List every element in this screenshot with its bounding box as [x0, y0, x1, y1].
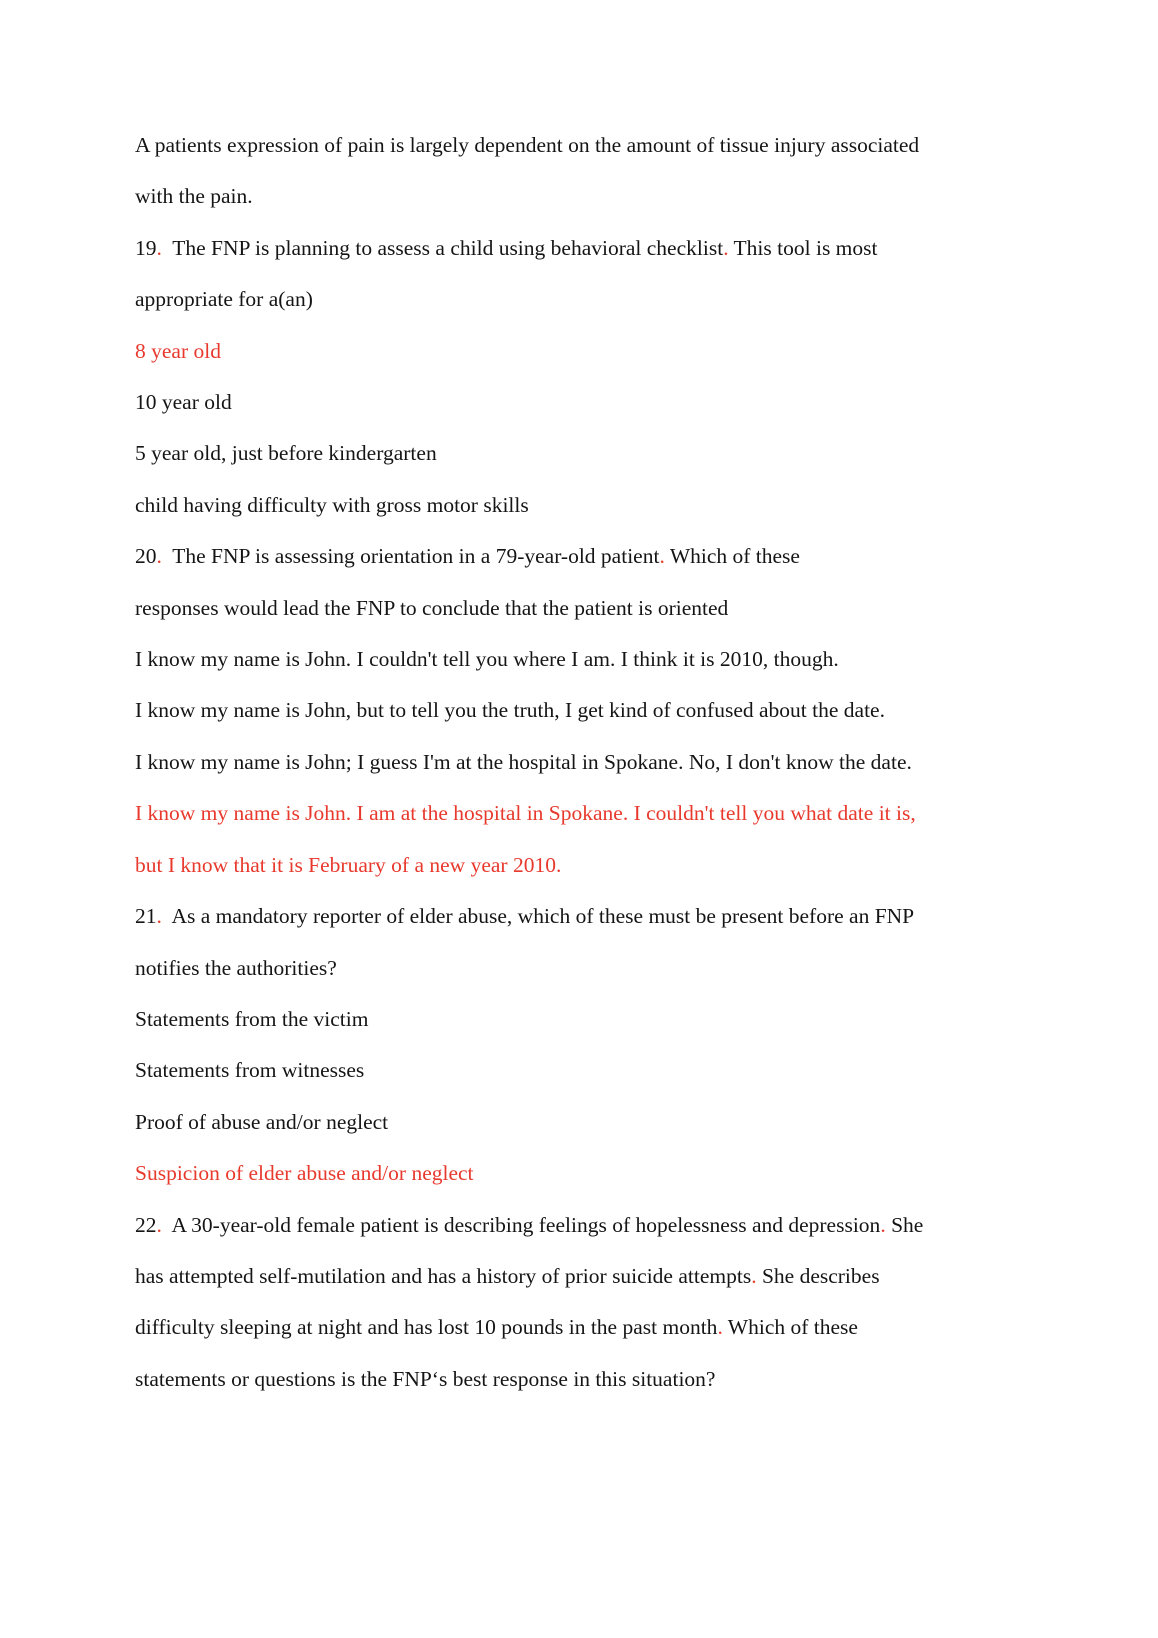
highlighted-text-run: .: [880, 1212, 886, 1237]
text-run: 19: [135, 235, 157, 260]
text-run: 22: [135, 1212, 157, 1237]
document-line: [135, 685, 1040, 736]
text-run: has attempted self-mutilation and has a history of prior suicide attempts: [135, 1263, 752, 1288]
highlighted-text-run: I know my name is John. I am at the hospital in Spokane. I couldn't tell you what date it is,: [135, 801, 916, 826]
text-run: A 30-year-old female patient is describing feelings of hopelessness and depression: [161, 1212, 881, 1237]
document-line: [135, 583, 1040, 634]
text-run: Which of these: [664, 544, 800, 569]
text-run: 21: [135, 904, 157, 929]
text-run: She describes: [756, 1263, 880, 1288]
text-run: 20: [135, 544, 157, 569]
text-run: This tool is most: [728, 235, 878, 260]
document-line: [135, 737, 1040, 788]
text-run: notifies the authorities?: [135, 955, 337, 980]
highlighted-text-run: .: [717, 1315, 723, 1340]
text-run: The FNP is assessing orientation in a 79-year-old patient: [161, 544, 660, 569]
highlighted-text-run: .: [751, 1263, 757, 1288]
document-line: [135, 1097, 1040, 1148]
document-line: [135, 274, 1040, 325]
text-run: appropriate for a(an): [135, 287, 313, 312]
highlighted-text-run: but I know that it is February of a new year 2010.: [135, 852, 562, 877]
text-run: The FNP is planning to assess a child using behavioral checklist: [161, 235, 724, 260]
text-run: Proof of abuse and/or neglect: [135, 1109, 389, 1134]
text-run: statements or questions is the FNP‘s best response in this situation?: [135, 1366, 716, 1391]
text-run: Which of these: [722, 1315, 858, 1340]
text-run: difficulty sleeping at night and has lost 10 pounds in the past month: [135, 1315, 718, 1340]
document-line: [135, 1251, 1040, 1302]
text-run: responses would lead the FNP to conclude that the patient is oriented: [135, 595, 729, 620]
highlighted-text-run: .: [659, 544, 665, 569]
document-line: [135, 994, 1040, 1045]
text-run: child having difficulty with gross motor skills: [135, 492, 529, 517]
document-line: [135, 840, 1040, 891]
text-run: Statements from the victim: [135, 1006, 369, 1031]
document-line: [135, 788, 1040, 839]
text-run: with the pain.: [135, 184, 253, 209]
document-line: [135, 1354, 1040, 1405]
text-run: A patients expression of pain is largely dependent on the amount of tissue injury associated: [135, 133, 920, 157]
highlighted-text-run: .: [723, 235, 729, 260]
text-run: 5 year old, just before kindergarten: [135, 441, 437, 466]
document-line: [135, 326, 1040, 377]
document-line: [135, 1045, 1040, 1096]
document-line: [135, 1148, 1040, 1199]
document-line: [135, 1302, 1040, 1353]
document-line: [135, 943, 1040, 994]
highlighted-text-run: 8 year old: [135, 338, 221, 363]
highlighted-text-run: Suspicion of elder abuse and/or neglect: [135, 1161, 474, 1186]
text-run: As a mandatory reporter of elder abuse, which of these must be present before an FNP: [161, 904, 915, 929]
document-line: [135, 428, 1040, 479]
document-line: [135, 120, 1040, 171]
document-line: [135, 223, 1040, 274]
document-line: [135, 1200, 1040, 1251]
highlighted-text-run: .: [156, 544, 162, 569]
document-line: [135, 171, 1040, 222]
text-run: I know my name is John; I guess I'm at the hospital in Spokane. No, I don't know the date.: [135, 749, 912, 774]
text-run: Statements from witnesses: [135, 1058, 365, 1083]
document-line: [135, 891, 1040, 942]
text-run: She: [885, 1212, 924, 1237]
highlighted-text-run: .: [156, 1212, 162, 1237]
document-line: [135, 531, 1040, 582]
text-run: 10 year old: [135, 390, 232, 415]
document-text-block: [135, 120, 1040, 1405]
highlighted-text-run: .: [156, 904, 162, 929]
document-line: [135, 480, 1040, 531]
document-line: [135, 377, 1040, 428]
highlighted-text-run: .: [156, 235, 162, 260]
text-run: I know my name is John. I couldn't tell you where I am. I think it is 2010, though.: [135, 647, 839, 672]
text-run: I know my name is John, but to tell you the truth, I get kind of confused about the date.: [135, 698, 885, 723]
document-line: [135, 634, 1040, 685]
